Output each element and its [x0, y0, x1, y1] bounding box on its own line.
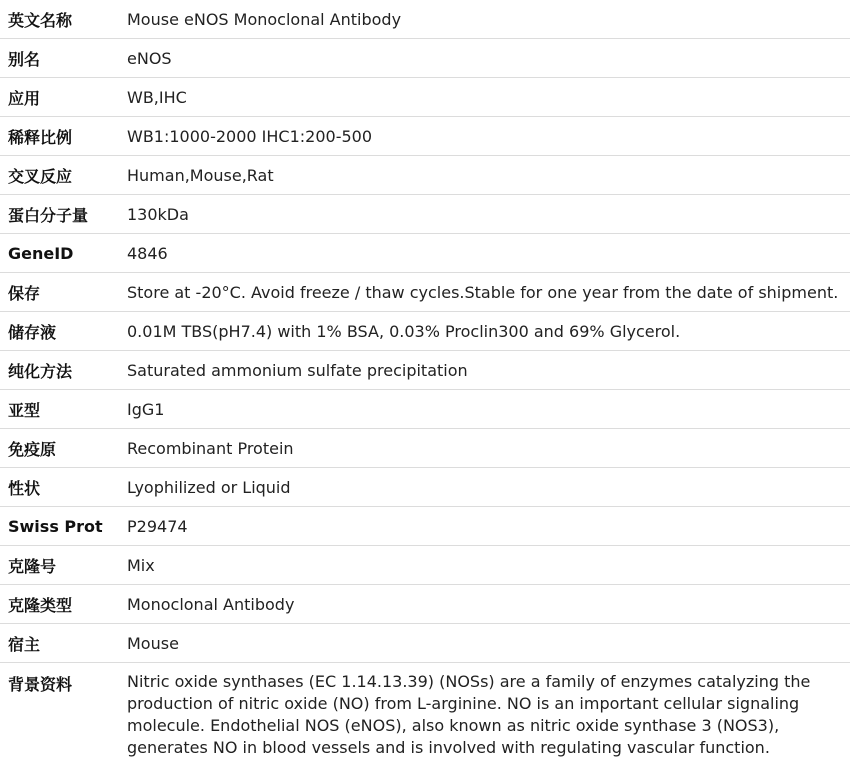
spec-value: P29474 [127, 507, 850, 546]
spec-label: 应用 [0, 78, 127, 117]
spec-row-immunogen [0, 429, 850, 468]
spec-row-dilution [0, 117, 850, 156]
spec-row-gene-id [0, 234, 850, 273]
spec-label: 英文名称 [0, 0, 127, 39]
spec-value: Mouse eNOS Monoclonal Antibody [127, 0, 850, 39]
spec-value: 130kDa [127, 195, 850, 234]
spec-value: Mix [127, 546, 850, 585]
spec-label: 免疫原 [0, 429, 127, 468]
spec-label: 纯化方法 [0, 351, 127, 390]
spec-row-purification [0, 351, 850, 390]
spec-value: eNOS [127, 39, 850, 78]
spec-value: Human,Mouse,Rat [127, 156, 850, 195]
spec-label: GeneID [0, 234, 127, 273]
spec-value: WB,IHC [127, 78, 850, 117]
spec-label: 亚型 [0, 390, 127, 429]
spec-value: 4846 [127, 234, 850, 273]
spec-row-storage-buffer [0, 312, 850, 351]
spec-value: Nitric oxide synthases (EC 1.14.13.39) (NOSs) are a family of enzymes catalyzing the production of nitric oxide (NO) from L-arginine. NO is an important cellular signaling molecule. Endothelial NOS (eNOS), also known as nitric oxide synthase 3 (NOS3), generates NO in blood vessels and is involved with regulating vascular function. [127, 663, 850, 765]
spec-row-swiss-prot [0, 507, 850, 546]
spec-row-clone-number [0, 546, 850, 585]
spec-label: 储存液 [0, 312, 127, 351]
spec-value: Mouse [127, 624, 850, 663]
spec-row-english-name [0, 0, 850, 39]
spec-row-host [0, 624, 850, 663]
spec-row-isotype [0, 390, 850, 429]
spec-label: 背景资料 [0, 663, 127, 765]
spec-value: Store at -20°C. Avoid freeze / thaw cycles.Stable for one year from the date of shipment. [127, 273, 850, 312]
spec-value: Lyophilized or Liquid [127, 468, 850, 507]
spec-value: Recombinant Protein [127, 429, 850, 468]
spec-row-molecular-weight [0, 195, 850, 234]
spec-value: WB1:1000-2000 IHC1:200-500 [127, 117, 850, 156]
spec-row-clonality [0, 585, 850, 624]
spec-value: 0.01M TBS(pH7.4) with 1% BSA, 0.03% Proclin300 and 69% Glycerol. [127, 312, 850, 351]
spec-label: Swiss Prot [0, 507, 127, 546]
spec-label: 保存 [0, 273, 127, 312]
spec-label: 稀释比例 [0, 117, 127, 156]
spec-row-storage [0, 273, 850, 312]
spec-label: 克隆类型 [0, 585, 127, 624]
spec-label: 宿主 [0, 624, 127, 663]
spec-value: Monoclonal Antibody [127, 585, 850, 624]
spec-row-application [0, 78, 850, 117]
spec-label: 蛋白分子量 [0, 195, 127, 234]
spec-row-cross-reactivity [0, 156, 850, 195]
spec-value: Saturated ammonium sulfate precipitation [127, 351, 850, 390]
spec-row-background [0, 663, 850, 765]
spec-value: IgG1 [127, 390, 850, 429]
spec-label: 性状 [0, 468, 127, 507]
spec-label: 交叉反应 [0, 156, 127, 195]
spec-label: 别名 [0, 39, 127, 78]
spec-label: 克隆号 [0, 546, 127, 585]
spec-row-alias [0, 39, 850, 78]
spec-row-form [0, 468, 850, 507]
